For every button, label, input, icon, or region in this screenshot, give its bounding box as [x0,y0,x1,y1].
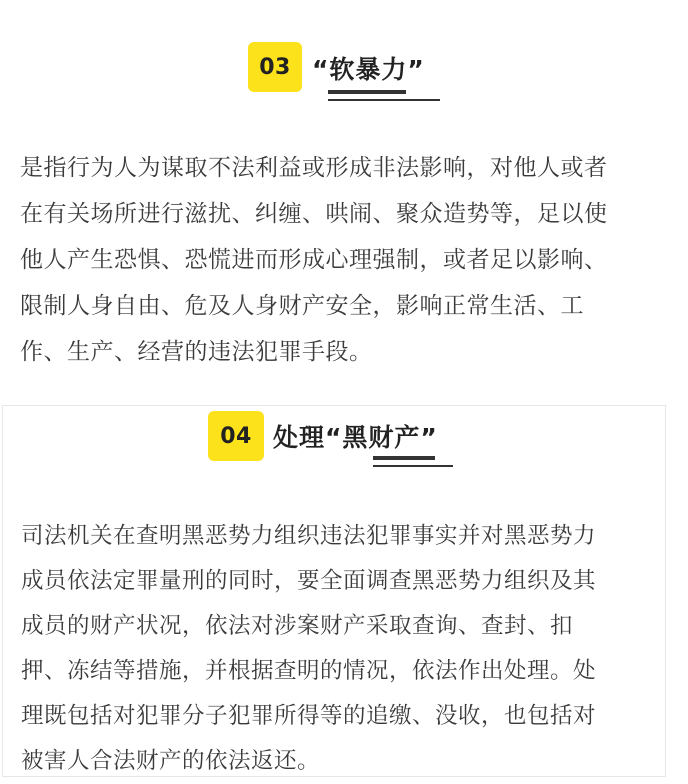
section-body [20,145,680,375]
body-line: 押、冻结等措施，并根据查明的情况，依法作出处理。处 [21,658,597,684]
body-line: 被害人合法财产的依法返还。 [21,748,321,774]
section-number-badge: 04 [208,411,264,461]
body-line: 成员的财产状况，依法对涉案财产采取查询、查封、扣 [21,613,574,639]
body-line: 司法机关在查明黑恶势力组织违法犯罪事实并对黑恶势力 [21,523,597,549]
body-line: 在有关场所进行滋扰、纠缠、哄闹、聚众造势等，足以使 [20,201,608,227]
section-title: 处理“黑财产” [273,423,438,452]
section-number-badge: 03 [248,42,302,92]
body-line: 成员依法定罪量刑的同时，要全面调查黑恶势力组织及其 [21,568,597,594]
body-line: 作、生产、经营的违法犯罪手段。 [20,339,373,365]
body-line: 限制人身自由、危及人身财产安全，影响正常生活、工 [20,293,584,319]
section-title: “软暴力” [312,55,425,84]
section-04 [2,405,666,777]
section-body [21,514,661,784]
body-line: 他人产生恐惧、恐慌进而形成心理强制，或者足以影响、 [20,247,608,273]
body-line: 是指行为人为谋取不法利益或形成非法影响，对他人或者 [20,155,608,181]
body-line: 理既包括对犯罪分子犯罪所得等的追缴、没收，也包括对 [21,703,597,729]
